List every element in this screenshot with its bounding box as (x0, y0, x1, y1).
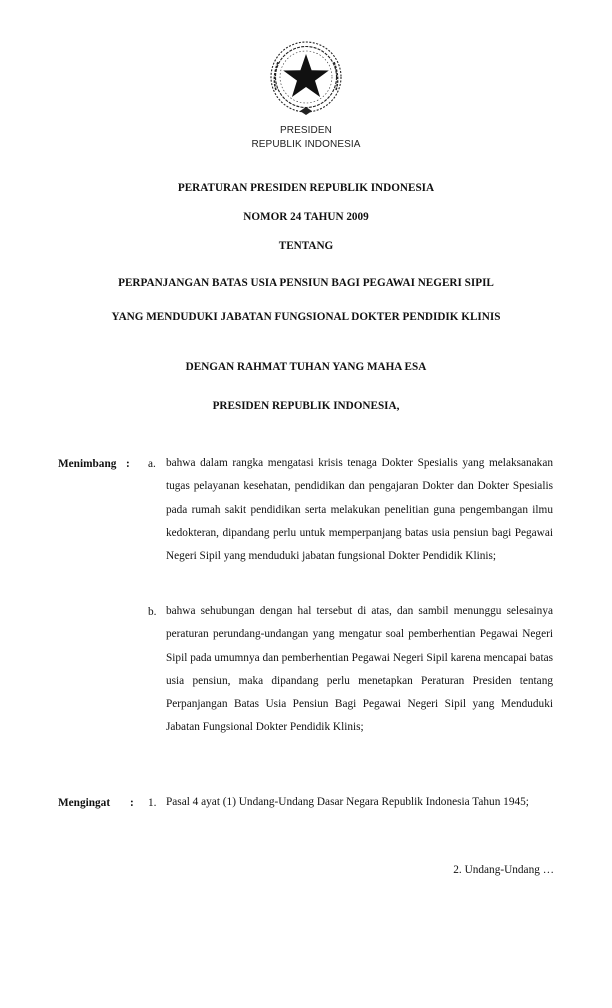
mengingat-item-1-body: Pasal 4 ayat (1) Undang-Undang Dasar Negara Republik Indonesia Tahun 1945; (166, 796, 529, 808)
state-emblem-icon (266, 40, 346, 118)
page-continuation-note: 2. Undang-Undang … (453, 864, 554, 876)
subject-line-2: YANG MENDUDUKI JABATAN FUNGSIONAL DOKTER PENDIDIK KLINIS (111, 311, 501, 323)
menimbang-item-a-text (166, 452, 553, 568)
mengingat-colon: : (130, 797, 134, 809)
preamble-presiden: PRESIDEN REPUBLIK INDONESIA, (212, 400, 400, 412)
menimbang-label: Menimbang (58, 458, 117, 470)
menimbang-item-b-marker: b. (148, 606, 157, 618)
regulation-type-title: PERATURAN PRESIDEN REPUBLIK INDONESIA (177, 182, 435, 194)
menimbang-item-a-marker: a. (148, 458, 156, 470)
letterhead-line-presiden: PRESIDEN (280, 125, 332, 136)
mengingat-item-1-text (166, 791, 553, 814)
regulation-number: NOMOR 24 TAHUN 2009 (243, 211, 369, 223)
mengingat-label: Mengingat (58, 797, 111, 809)
menimbang-item-b-body: bahwa sehubungan dengan hal tersebut di atas, dan sambil menunggu selesainya peraturan perundang-undangan yang mengatur soal pemberhentian Pegawai Negeri Sipil pada umumnya dan pemberhentian Pegawai Negeri Sipil karena mencapai batas usia pensiun, maka dipandang perlu menetapkan Peraturan Presiden tentang Perpanjangan Batas Usia Pensiun Bagi Pegawai Negeri Sipil yang Menduduki Jabatan Fungsional Dokter Pendidik Klinis; (166, 605, 553, 734)
subject-line-1: PERPANJANGAN BATAS USIA PENSIUN BAGI PEGAWAI NEGERI SIPIL (118, 277, 494, 289)
preamble-rahmat: DENGAN RAHMAT TUHAN YANG MAHA ESA (185, 361, 427, 373)
menimbang-item-b-text (166, 600, 553, 740)
tentang-heading: TENTANG (278, 240, 334, 252)
menimbang-colon: : (126, 458, 130, 470)
letterhead-line-republik: REPUBLIK INDONESIA (251, 139, 361, 150)
mengingat-item-1-marker: 1. (148, 797, 157, 809)
menimbang-item-a-body: bahwa dalam rangka mengatasi krisis tenaga Dokter Spesialis yang melaksanakan tugas pelayanan kesehatan, pendidikan dan pengajaran Dokter dan Dokter Spesialis pada rumah sakit pendidikan serta melakukan penelitian guna pengembangan ilmu kedokteran, dipandang perlu untuk memperpanjang batas usia pensiun bagi Pegawai Negeri Sipil yang menduduki jabatan fungsional Dokter Pendidik Klinis; (166, 457, 553, 563)
